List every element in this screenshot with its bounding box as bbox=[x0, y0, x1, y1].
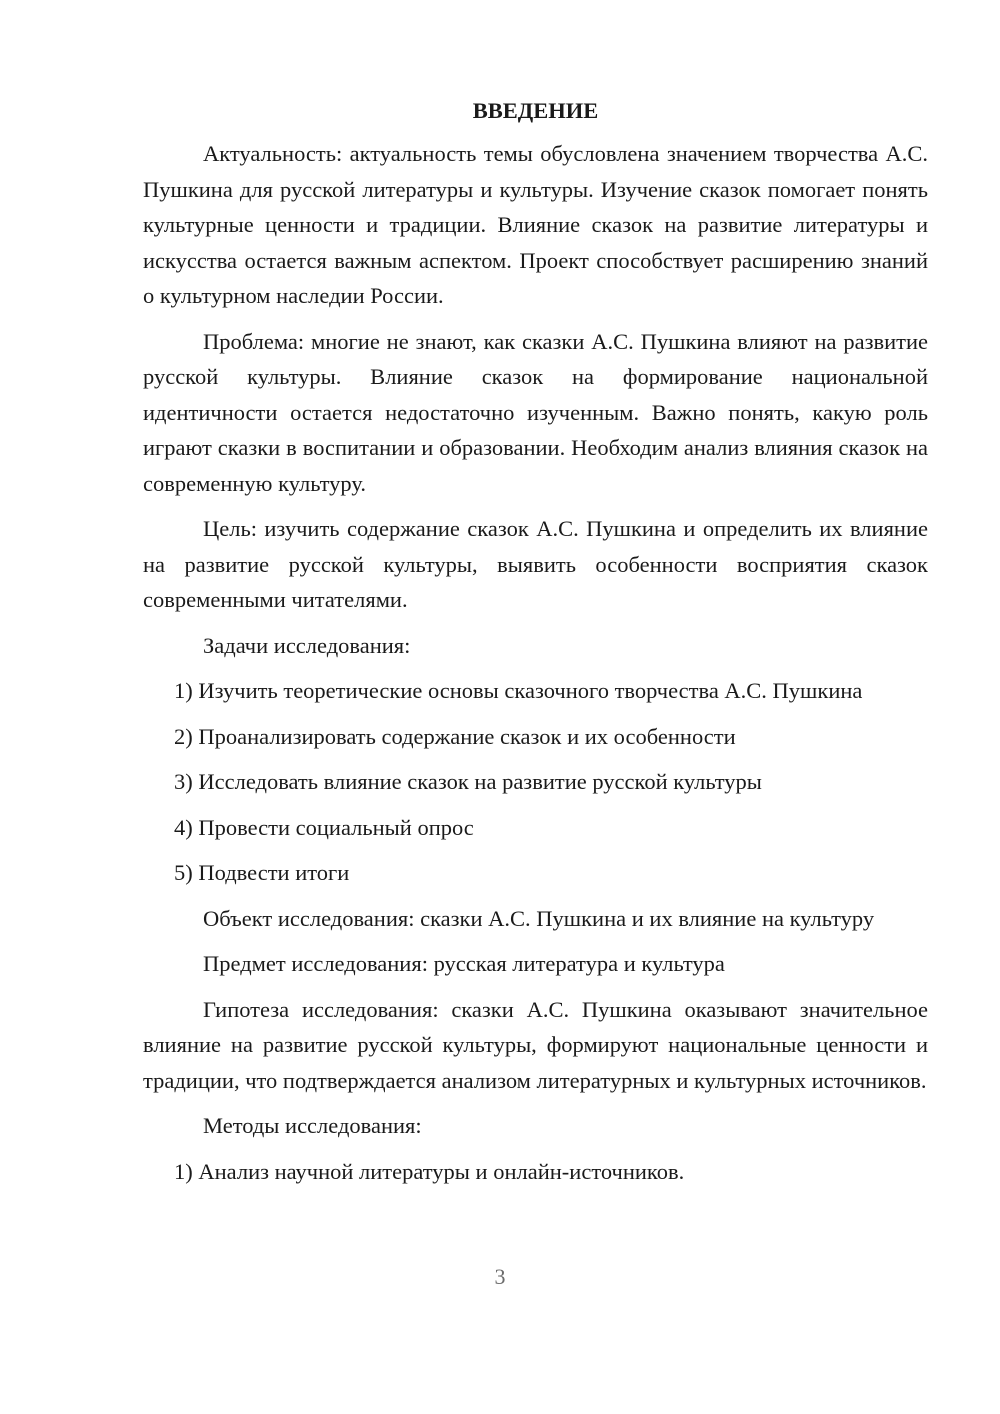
task-item: 4) Провести социальный опрос bbox=[174, 814, 474, 840]
page-number: 3 bbox=[494, 1264, 506, 1289]
object-paragraph: Объект исследования: сказки А.С. Пушкина и их влияние на культуру bbox=[203, 905, 875, 931]
task-item: 1) Изучить теоретические основы сказочного творчества А.С. Пушкина bbox=[174, 678, 863, 703]
problem-paragraph: Проблема: многие не знают, как сказки А.С. Пушкина влияют на развитие русской культуры. Влияние сказок на формирование национальной идентичности остается недостаточно изученным. Важно понять, какую роль играют сказки в воспитании и образовании. Необходим анализ влияния сказок на современную культуру. bbox=[143, 328, 928, 496]
tasks-heading: Задачи исследования: bbox=[203, 632, 411, 658]
goal-paragraph: Цель: изучить содержание сказок А.С. Пушкина и определить их влияние на развитие русской культуры, выявить особенности восприятия сказок современными читателями. bbox=[143, 516, 928, 612]
subject-paragraph: Предмет исследования: русская литература и культура bbox=[203, 951, 725, 976]
relevance-paragraph: Актуальность: актуальность темы обусловлена значением творчества А.С. Пушкина для русской литературы и культуры. Изучение сказок помогает понять культурные ценности и традиции. Влияние сказок на развитие литературы и искусства остается важным аспектом. Проект способствует расширению знаний о культурном наследии России. bbox=[143, 141, 928, 308]
task-item: 3) Исследовать влияние сказок на развитие русской культуры bbox=[174, 769, 762, 794]
hypothesis-paragraph: Гипотеза исследования: сказки А.С. Пушкина оказывают значительное влияние на развитие русской культуры, формируют национальные ценности и традиции, что подтверждается анализом литературных и культурных источников. bbox=[143, 996, 928, 1093]
task-item: 2) Проанализировать содержание сказок и их особенности bbox=[174, 723, 736, 749]
methods-heading: Методы исследования: bbox=[203, 1113, 422, 1138]
task-item: 5) Подвести итоги bbox=[174, 860, 350, 885]
section-title: ВВЕДЕНИЕ bbox=[472, 98, 599, 123]
document-page bbox=[143, 96, 928, 1199]
method-item: 1) Анализ научной литературы и онлайн-источников. bbox=[174, 1158, 685, 1184]
